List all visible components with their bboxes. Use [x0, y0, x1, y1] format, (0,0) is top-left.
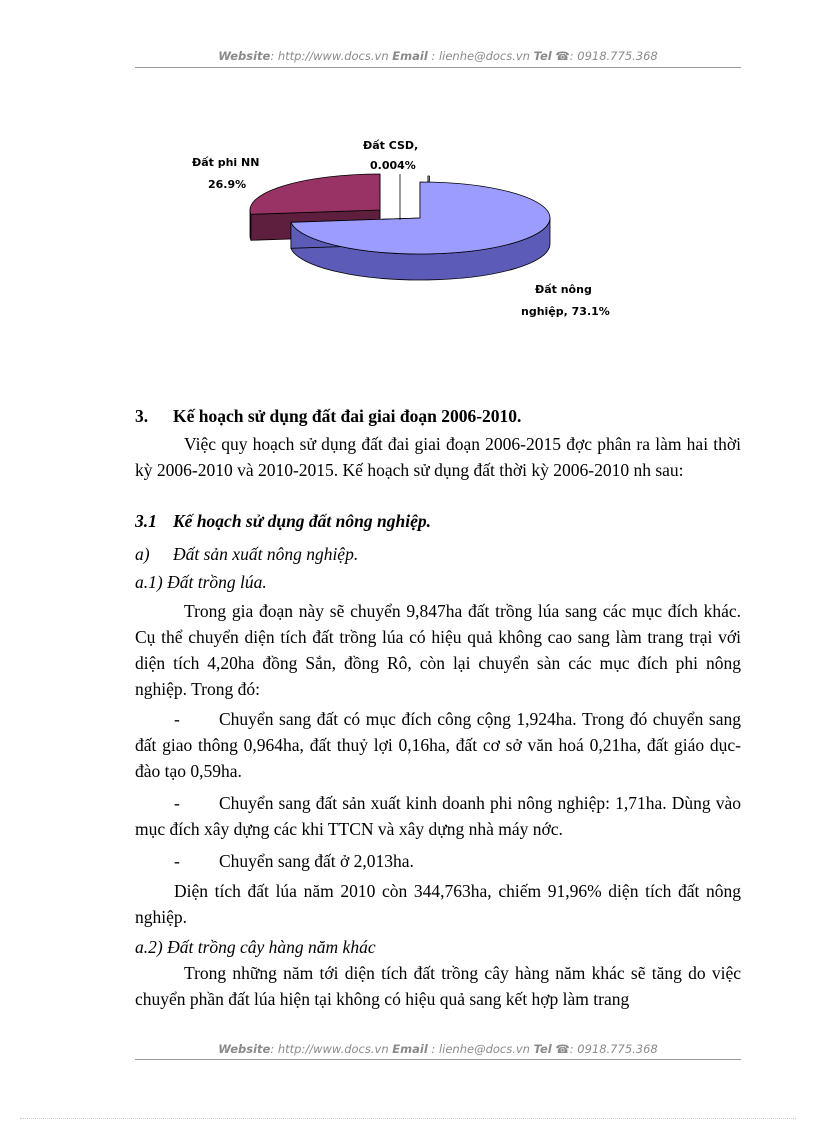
sub-a-heading — [135, 544, 358, 565]
body-block-2 — [135, 598, 741, 1012]
sub-a2-heading: a.2) Đất trồng cây hàng năm khác — [135, 937, 376, 957]
header-tel-value: : 0918.775.368 — [569, 49, 658, 63]
label-phi-nn-line2: 26.9% — [208, 178, 247, 191]
header-website-url[interactable]: : http://www.docs.vn — [270, 49, 389, 63]
page-header — [135, 49, 741, 63]
paragraph-summary: Diện tích đất lúa năm 2010 còn 344,763ha, chiếm 91,96% diện tích đất nông nghiệp. — [135, 881, 741, 927]
footer-email-label: Email — [392, 1042, 428, 1056]
land-use-pie-chart — [150, 130, 670, 330]
slice-phi-nn — [250, 174, 380, 214]
sub-a1-heading: a.1) Đất trồng lúa. — [135, 572, 267, 592]
label-phi-nn-line1: Đất phi NN — [192, 156, 260, 169]
bullet-text-1: Chuyển sang đất có mục đích công cộng 1,924ha. Trong đó chuyển sang đất giao thông 0,964ha, đất thuỷ lợi 0,16ha, đất cơ sở văn hoá 0,21ha, đất giáo dục-đào tạo 0,59ha. — [135, 709, 741, 781]
footer-rule — [135, 1059, 741, 1060]
section-31-heading — [135, 511, 431, 532]
paragraph-intro: Việc quy hoạch sử dụng đất đai giai đoạn 2006-2015 đợc phân ra làm hai thời kỳ 2006-2010 và 2010-2015. Kế hoạch sử dụng đất thời kỳ 2006-2010 nh sau: — [135, 434, 741, 480]
section-31-number: 3.1 — [135, 511, 157, 531]
section-3-heading — [135, 406, 521, 427]
header-tel-label: Tel — [533, 49, 552, 63]
section-3-number: 3. — [135, 406, 149, 426]
header-website-label: Website — [218, 49, 271, 63]
bullet-text-3: Chuyển sang đất ở 2,013ha. — [219, 851, 414, 871]
header-email-value[interactable]: : lienhe@docs.vn — [431, 49, 530, 63]
label-csd-line1: Đất CSD, — [363, 139, 419, 152]
sub-a-label: a) — [135, 544, 150, 564]
header-rule — [135, 67, 741, 68]
paragraph-a1: Trong gia đoạn này sẽ chuyển 9,847ha đất trồng lúa sang các mục đích khác. Cụ thể chuyển diện tích đất trồng lúa có hiệu quả không cao sang làm trang trại với diện tích 4,20ha đồng Sắn, đồng Rô, còn lại chuyển sàn các mục đích phi nông nghiệp. Trong đó: — [135, 601, 741, 699]
header-email-label: Email — [392, 49, 428, 63]
bullet-mark: - — [174, 709, 180, 729]
bullet-text-2: Chuyển sang đất sản xuất kinh doanh phi nông nghiệp: 1,71ha. Dùng vào mục đích xây dựng các khi TTCN và xây dựng nhà máy nớc. — [135, 793, 741, 839]
phone-icon: ☎ — [555, 49, 570, 63]
label-csd-line2: 0.004% — [370, 159, 416, 172]
section-31-title: Kế hoạch sử dụng đất nông nghiệp. — [173, 511, 431, 531]
body-block-1 — [135, 431, 741, 483]
page-footer — [135, 1042, 741, 1056]
footer-email-value[interactable]: : lienhe@docs.vn — [431, 1042, 530, 1056]
bullet-item-3 — [135, 848, 741, 874]
sub-a-title: Đất sản xuất nông nghiệp. — [173, 544, 359, 564]
bullet-mark: - — [174, 793, 180, 813]
bullet-item-2 — [135, 790, 741, 842]
footer-tel-value: : 0918.775.368 — [569, 1042, 658, 1056]
footer-tel-label: Tel — [533, 1042, 552, 1056]
bullet-mark: - — [174, 851, 180, 871]
footer-website-url[interactable]: : http://www.docs.vn — [270, 1042, 389, 1056]
phone-icon: ☎ — [555, 1042, 570, 1056]
paragraph-a2: Trong những năm tới diện tích đất trồng cây hàng năm khác sẽ tăng do việc chuyển phần đất lúa hiện tại không có hiệu quả sang kết hợp làm trang — [135, 963, 741, 1009]
label-nong-nghiep-line2: nghiệp, 73.1% — [521, 305, 610, 318]
bullet-item-1 — [135, 706, 741, 784]
footer-website-label: Website — [218, 1042, 271, 1056]
section-3-title: Kế hoạch sử dụng đất đai giai đoạn 2006-2010. — [173, 406, 522, 426]
label-nong-nghiep-line1: Đất nông — [535, 283, 592, 296]
page-edge-divider — [20, 1118, 796, 1119]
